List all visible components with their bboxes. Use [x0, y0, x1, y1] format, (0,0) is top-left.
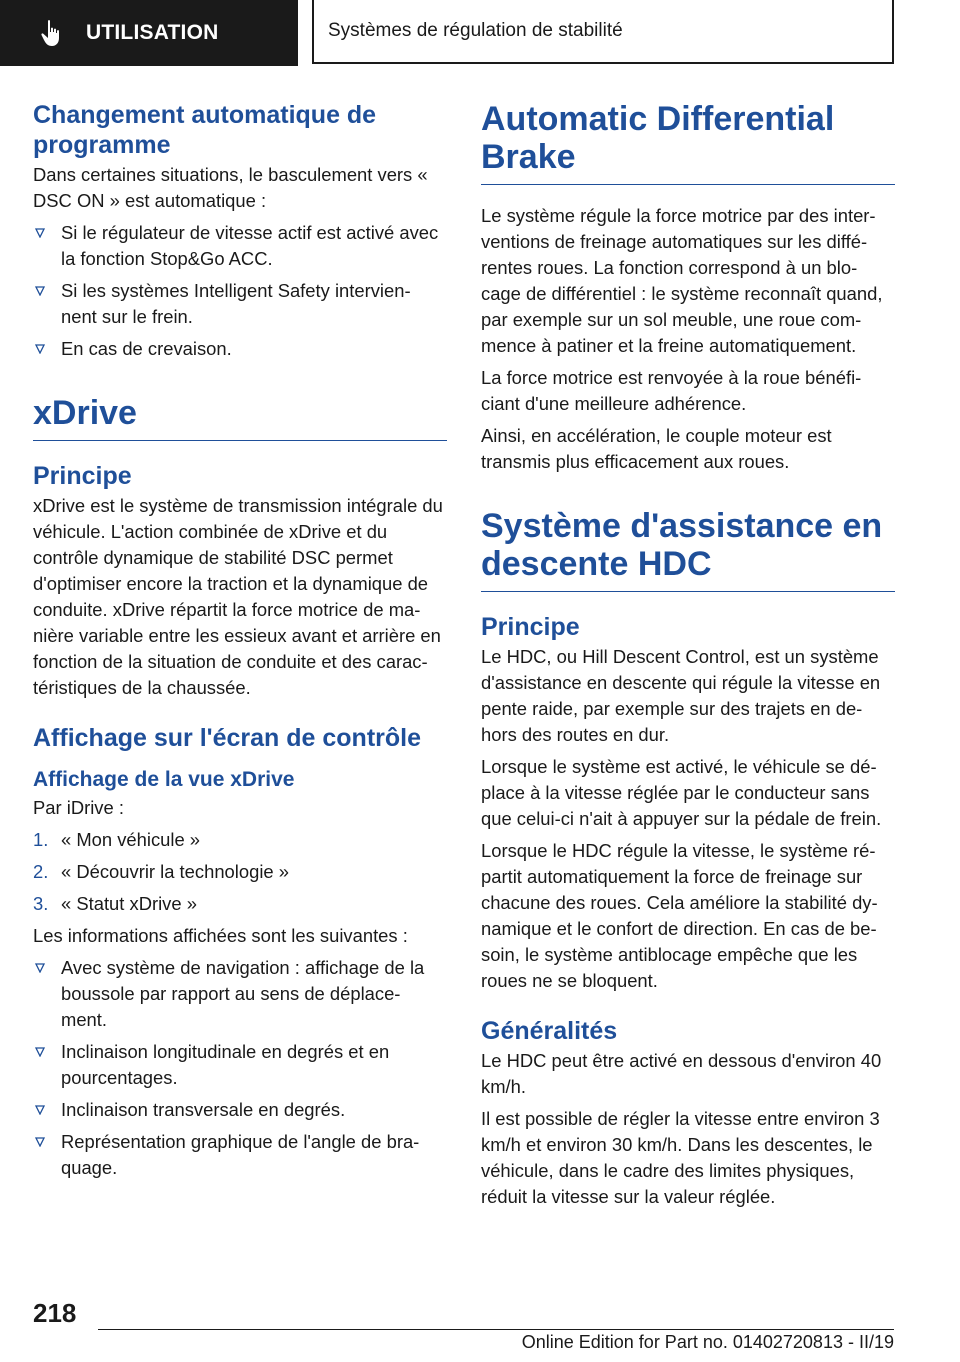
right-column	[481, 100, 895, 1210]
hdc-heading: Système d'assistance en descente HDC	[481, 507, 895, 592]
auto-change-heading: Changement automatique de programme	[33, 101, 377, 159]
section-tab	[0, 0, 298, 66]
list-item: Si les systèmes Intelligent Safety intervien- nent sur le frein.	[33, 278, 447, 330]
generalites-paragraph: Il est possible de régler la vitesse entre environ 3 km/h et environ 30 km/h. Dans les descentes, le véhicule, dans le cadre des limites physiques, réduit la vitesse sur la valeur réglée.	[481, 1108, 880, 1207]
list-item: 3. « Statut xDrive »	[33, 893, 197, 914]
idrive-steps	[33, 827, 447, 917]
infos-list	[33, 955, 447, 1181]
page-number: 218	[33, 1298, 77, 1328]
section-label: UTILISATION	[86, 21, 219, 44]
list-item: 1. « Mon véhicule »	[33, 829, 201, 850]
triangle-bullet-icon	[35, 344, 45, 354]
triangle-bullet-icon	[35, 1047, 45, 1057]
footer-divider	[98, 1329, 894, 1330]
hand-pointer-icon	[40, 19, 64, 47]
subsection-tab	[312, 0, 894, 64]
adb-heading: Automatic Differential Brake	[481, 100, 895, 185]
list-item: Inclinaison longitudinale en degrés et en pourcentages.	[33, 1039, 447, 1091]
xdrive-heading: xDrive	[33, 394, 447, 441]
triangle-bullet-icon	[35, 1105, 45, 1115]
edition-note: Online Edition for Part no. 01402720813 - II/19	[521, 1332, 894, 1352]
triangle-bullet-icon	[35, 1137, 45, 1147]
infos-intro: Les informations affichées sont les suivantes :	[33, 925, 408, 946]
list-item: Si le régulateur de vitesse actif est activé avec la fonction Stop&Go ACC.	[33, 220, 447, 272]
list-item: En cas de crevaison.	[33, 336, 447, 362]
triangle-bullet-icon	[35, 228, 45, 238]
left-column	[33, 100, 447, 1187]
hdc-paragraph: Lorsque le HDC régule la vitesse, le système ré- partit automatiquement la force de freinage sur chacune des roues. Cela améliore la stabilité dy- namique et le confort de direction. En cas de be- soin, le système antiblocage empêche que les roues ne se bloquent.	[481, 840, 878, 991]
hdc-principe-heading: Principe	[481, 613, 580, 641]
principe-heading: Principe	[33, 462, 132, 490]
generalites-heading: Généralités	[481, 1017, 618, 1045]
triangle-bullet-icon	[35, 286, 45, 296]
adb-paragraph: Le système régule la force motrice par des inter- ventions de freinage automatiques sur les diffé- rentes roues. La fonction correspond à un blo- cage de différentiel : le système reconnaît quand, par exemple sur un sol meuble, une roue com- mence à patiner et la freine automatiquement.	[481, 205, 883, 356]
xdrive-view-heading: Affichage de la vue xDrive	[33, 768, 295, 791]
list-item: Inclinaison transversale en degrés.	[33, 1097, 447, 1123]
adb-paragraph: La force motrice est renvoyée à la roue bénéfi- ciant d'une meilleure adhérence.	[481, 367, 862, 414]
idrive-intro: Par iDrive :	[33, 797, 124, 818]
subsection-label: Systèmes de régulation de stabilité	[328, 20, 623, 41]
generalites-paragraph: Le HDC peut être activé en dessous d'environ 40 km/h.	[481, 1050, 882, 1097]
hdc-paragraph: Le HDC, ou Hill Descent Control, est un système d'assistance en descente qui régule la vitesse en pente raide, par exemple sur des trajets en de- hors des routes en dur.	[481, 646, 881, 745]
page-header	[0, 0, 960, 66]
list-item: Représentation graphique de l'angle de bra- quage.	[33, 1129, 447, 1181]
control-display-heading: Affichage sur l'écran de contrôle	[33, 724, 421, 752]
list-item: 2. « Découvrir la technologie »	[33, 861, 289, 882]
list-item: Avec système de navigation : affichage de la boussole par rapport au sens de déplace- ment.	[33, 955, 447, 1033]
triangle-bullet-icon	[35, 963, 45, 973]
auto-change-list	[33, 220, 447, 362]
principe-text: xDrive est le système de transmission intégrale du véhicule. L'action combinée de xDrive et du contrôle dynamique de stabilité DSC permet d'optimiser encore la traction et la dynamique de conduite. xDrive répartit la force motrice de ma- nière variable entre les essieux avant et arrière en fonction de la situation de conduite et des carac- téristiques de la chaussée.	[33, 495, 443, 698]
hdc-paragraph: Lorsque le système est activé, le véhicule se dé- place à la vitesse réglée par le conducteur sans que celui-ci n'ait à appuyer sur la pédale de frein.	[481, 756, 882, 829]
adb-paragraph: Ainsi, en accélération, le couple moteur est transmis plus efficacement aux roues.	[481, 425, 832, 472]
auto-change-text: Dans certaines situations, le basculement vers « DSC ON » est automatique :	[33, 164, 428, 211]
